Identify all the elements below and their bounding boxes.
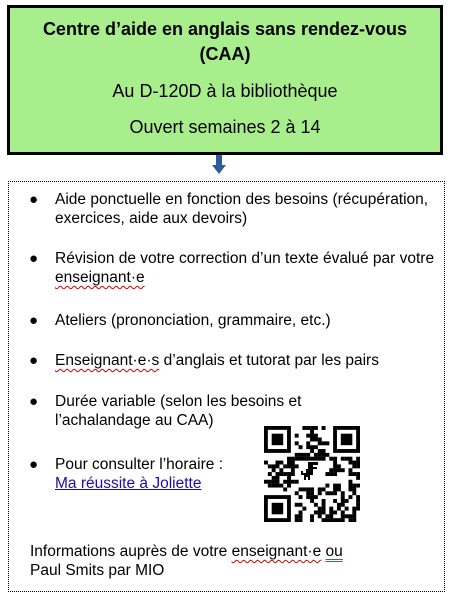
spellcheck-flagged-word: Enseignant·e·s [55, 352, 160, 369]
header-location: Au D-120D à la bibliothèque [112, 81, 338, 101]
bullet-icon: ● [29, 456, 39, 473]
bullet-icon: ● [29, 352, 39, 369]
grammar-flagged-word: ou [325, 543, 343, 560]
list-item-text: Durée variable (selon les besoins et l’achalandage au CAA) [55, 393, 302, 429]
list-item-text-before: Révision de votre correction d’un texte évalué par votre [55, 250, 435, 267]
schedule-link[interactable]: Ma réussite à Joliette [55, 475, 202, 492]
list-item-text: Ateliers (prononciation, grammaire, etc.) [55, 312, 331, 329]
footer-line-2: Paul Smits par MIO [30, 562, 165, 579]
bullet-icon: ● [29, 191, 39, 208]
list-item-text [55, 351, 435, 370]
header-hours: Ouvert semaines 2 à 14 [129, 117, 321, 137]
qr-code-icon [264, 426, 360, 522]
bullet-icon: ● [29, 250, 39, 267]
footer-text-before: Informations auprès de votre [30, 543, 232, 560]
list-item-text [55, 455, 265, 493]
list-item-text: Aide ponctuelle en fonction des besoins (récupération, exercices, aide aux devoirs) [55, 191, 429, 227]
schedule-label: Pour consulter l’horaire : [55, 456, 223, 473]
list-item-text-after: d’anglais et tutorat par les pairs [159, 352, 379, 369]
spellcheck-flagged-word: enseignant·e [231, 543, 322, 560]
bullet-icon: ● [29, 312, 39, 329]
info-box [8, 181, 445, 592]
header-box [7, 5, 443, 155]
spellcheck-flagged-word: enseignant·e [55, 269, 145, 286]
header-title: Centre d’aide en anglais sans rendez-vous (CAA) [42, 19, 408, 64]
bullet-icon: ● [29, 393, 39, 410]
down-arrow-icon [211, 155, 227, 175]
footer-info [30, 542, 430, 580]
list-item-text [55, 249, 435, 287]
